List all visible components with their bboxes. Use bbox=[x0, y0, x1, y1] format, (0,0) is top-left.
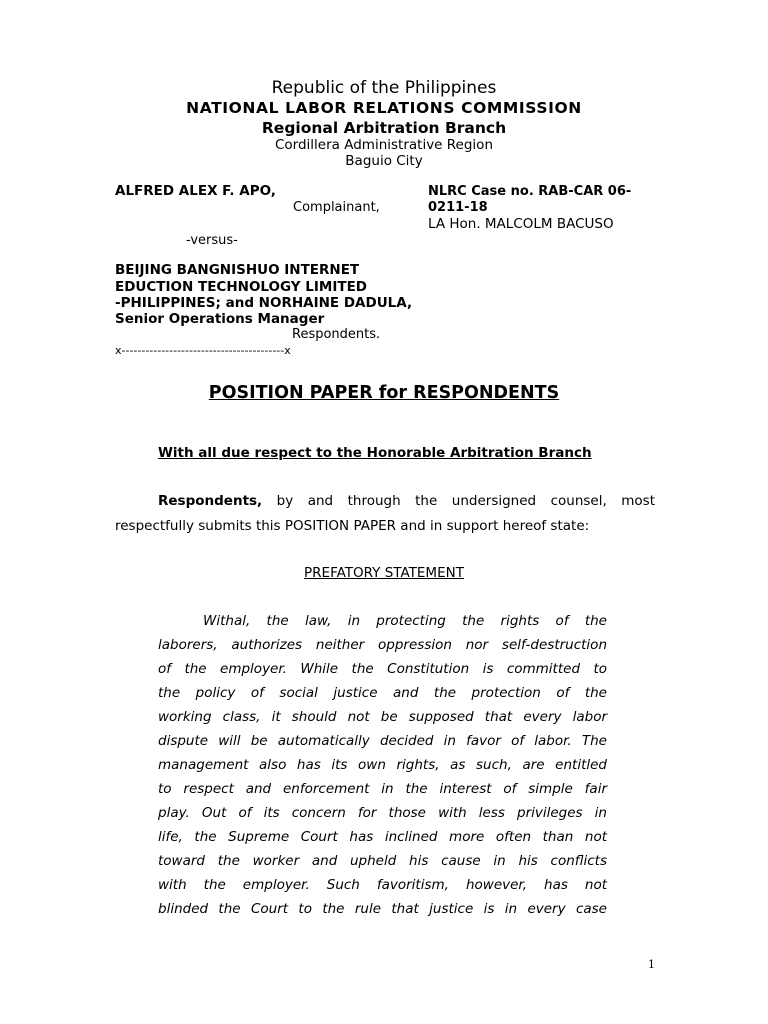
region-heading: Cordillera Administrative Region bbox=[274, 137, 493, 153]
respondent-line: EDUCTION TECHNOLOGY LIMITED bbox=[115, 279, 367, 295]
prefatory-line: life, the Supreme Court has inclined more often than not bbox=[158, 829, 607, 845]
complainant-role: Complainant, bbox=[293, 200, 380, 215]
prefatory-line: of the employer. While the Constitution is committed to bbox=[158, 661, 607, 677]
page-number: 1 bbox=[648, 958, 655, 971]
republic-heading: Republic of the Philippines bbox=[271, 78, 497, 98]
prefatory-line: blinded the Court to the rule that justice is in every case bbox=[158, 901, 607, 917]
intro-lead: Respondents, bbox=[158, 493, 263, 509]
caption-separator: x-----------------------------------------x bbox=[115, 344, 291, 357]
city-heading: Baguio City bbox=[345, 153, 423, 169]
complainant-name: ALFRED ALEX F. APO, bbox=[115, 183, 276, 199]
respondent-line: -PHILIPPINES; and NORHAINE DADULA, bbox=[115, 295, 413, 311]
case-number-line1: NLRC Case no. RAB-CAR 06- bbox=[428, 184, 632, 199]
prefatory-heading: PREFATORY STATEMENT bbox=[304, 565, 464, 581]
prefatory-line: working class, it should not be supposed that every labor bbox=[158, 709, 607, 725]
intro-line-1-rest: by and through the undersigned counsel, most bbox=[262, 493, 655, 509]
respondent-line: Senior Operations Manager bbox=[115, 311, 325, 327]
intro-line-1 bbox=[158, 493, 655, 509]
prefatory-line: toward the worker and upheld his cause in his conflicts bbox=[158, 853, 607, 869]
salutation: With all due respect to the Honorable Arbitration Branch bbox=[158, 445, 592, 461]
prefatory-line: the policy of social justice and the protection of the bbox=[158, 685, 607, 701]
labor-arbiter: LA Hon. MALCOLM BACUSO bbox=[428, 216, 614, 232]
prefatory-line: Withal, the law, in protecting the rights of the bbox=[203, 613, 607, 629]
versus-label: -versus- bbox=[186, 233, 238, 248]
respondent-line: BEIJING BANGNISHUO INTERNET bbox=[115, 262, 360, 278]
intro-line-2: respectfully submits this POSITION PAPER and in support hereof state: bbox=[115, 518, 590, 534]
prefatory-line: with the employer. Such favoritism, however, has not bbox=[158, 877, 607, 893]
prefatory-line: play. Out of its concern for those with less privileges in bbox=[158, 805, 607, 821]
prefatory-line: management also has its own rights, as such, are entitled bbox=[158, 757, 607, 773]
branch-heading: Regional Arbitration Branch bbox=[261, 119, 507, 137]
prefatory-line: dispute will be automatically decided in favor of labor. The bbox=[158, 733, 607, 749]
respondents-role: Respondents. bbox=[292, 327, 381, 342]
prefatory-line: to respect and enforcement in the interest of simple fair bbox=[158, 781, 607, 797]
commission-heading: NATIONAL LABOR RELATIONS COMMISSION bbox=[186, 99, 582, 117]
case-number-line2: 0211-18 bbox=[428, 200, 488, 215]
document-title: POSITION PAPER for RESPONDENTS bbox=[208, 383, 560, 403]
prefatory-line: laborers, authorizes neither oppression nor self-destruction bbox=[158, 637, 607, 653]
